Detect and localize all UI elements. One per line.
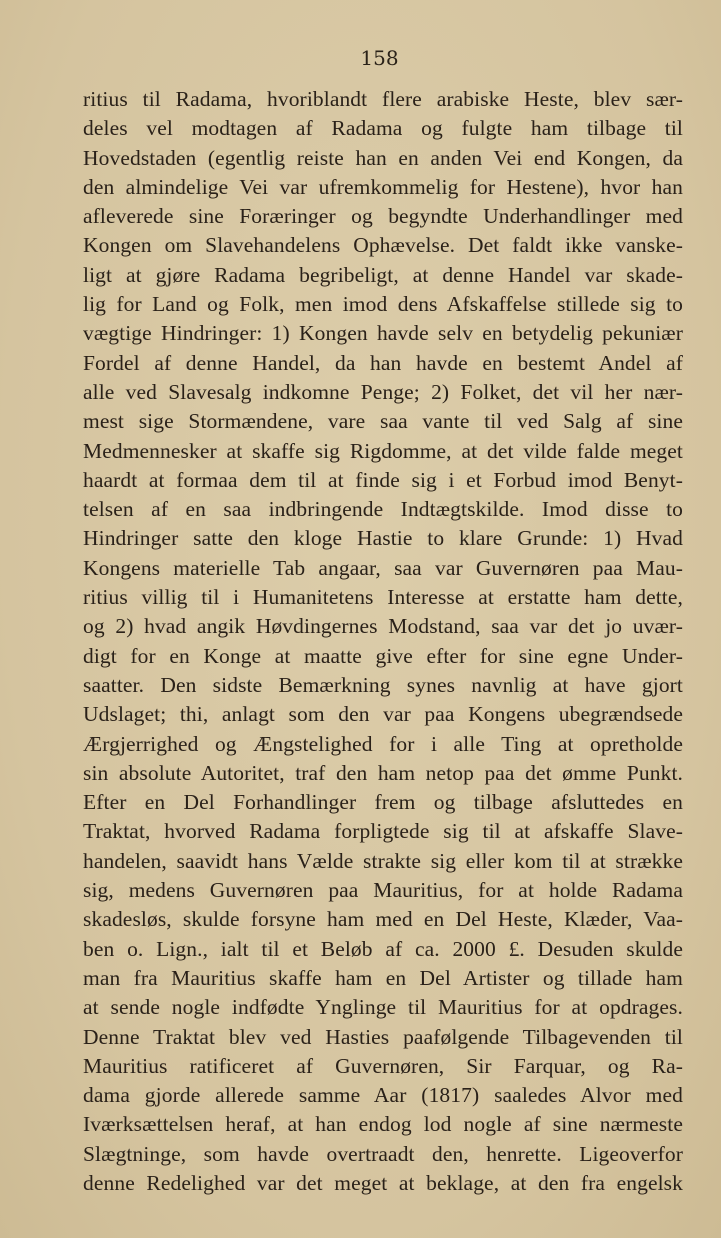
text-line: Denne Traktat blev ved Hasties paafølgende Tilbagevenden til	[83, 1024, 683, 1049]
text-line: Udslaget; thi, anlagt som den var paa Kongens ubegrændsede	[83, 702, 683, 727]
text-line: Kongens materielle Tab angaar, saa var Guvernøren paa Mau-	[83, 555, 683, 580]
text-line: handelen, saavidt hans Vælde strakte sig eller kom til at strække	[83, 848, 683, 873]
text-line: Efter en Del Forhandlinger frem og tilbage afsluttedes en	[83, 790, 683, 815]
text-line: man fra Mauritius skaffe ham en Del Artister og tillade ham	[83, 965, 683, 990]
text-line: afleverede sine Foræringer og begyndte Underhandlinger med	[83, 204, 683, 229]
text-line: Traktat, hvorved Radama forpligtede sig til at afskaffe Slave-	[83, 819, 683, 844]
text-line: Slægtninge, som havde overtraadt den, henrette. Ligeoverfor	[83, 1141, 683, 1166]
body-text	[83, 85, 683, 1198]
text-line: ben o. Lign., ialt til et Beløb af ca. 2000 £. Desuden skulde	[83, 936, 683, 961]
text-line: mest sige Stormændene, vare saa vante til ved Salg af sine	[83, 409, 683, 434]
text-line: haardt at formaa dem til at finde sig i et Forbud imod Benyt-	[83, 467, 683, 492]
page-number: 158	[360, 46, 399, 70]
text-line: Hovedstaden (egentlig reiste han en anden Vei end Kongen, da	[83, 145, 683, 170]
text-line: Iværksættelsen heraf, at han endog lod nogle af sine nærmeste	[83, 1112, 683, 1137]
text-line: deles vel modtagen af Radama og fulgte ham tilbage til	[83, 116, 683, 141]
text-line: Medmennesker at skaffe sig Rigdomme, at det vilde falde meget	[83, 438, 683, 463]
text-line: dama gjorde allerede samme Aar (1817) saaledes Alvor med	[83, 1083, 683, 1108]
text-line: sin absolute Autoritet, traf den ham netop paa det ømme Punkt.	[83, 760, 683, 785]
text-line: Mauritius ratificeret af Guvernøren, Sir Farquar, og Ra-	[83, 1053, 683, 1078]
text-line: denne Redelighed var det meget at beklage, at den fra engelsk	[83, 1170, 683, 1195]
text-line: at sende nogle indfødte Ynglinge til Mauritius for at opdrages.	[83, 995, 683, 1020]
text-line: ritius villig til i Humanitetens Interesse at erstatte ham dette,	[83, 585, 683, 610]
text-line: skadesløs, skulde forsyne ham med en Del Heste, Klæder, Vaa-	[83, 907, 683, 932]
text-line: Kongen om Slavehandelens Ophævelse. Det faldt ikke vanske-	[83, 233, 683, 258]
text-line: sig, medens Guvernøren paa Mauritius, for at holde Radama	[83, 878, 683, 903]
text-line: digt for en Konge at maatte give efter for sine egne Under-	[83, 643, 683, 668]
text-line: Ærgjerrighed og Ængstelighed for i alle Ting at opretholde	[83, 731, 683, 756]
text-line: ligt at gjøre Radama begribeligt, at denne Handel var skade-	[83, 262, 683, 287]
text-line: vægtige Hindringer: 1) Kongen havde selv en betydelig pekuniær	[83, 321, 683, 346]
text-line: saatter. Den sidste Bemærkning synes navnlig at have gjort	[83, 672, 683, 697]
text-line: Fordel af denne Handel, da han havde en bestemt Andel af	[83, 350, 683, 375]
text-line: lig for Land og Folk, men imod dens Afskaffelse stillede sig to	[83, 292, 683, 317]
text-line: og 2) hvad angik Høvdingernes Modstand, saa var det jo uvær-	[83, 614, 683, 639]
text-line: ritius til Radama, hvoriblandt flere arabiske Heste, blev sær-	[83, 87, 683, 111]
text-line: Hindringer satte den kloge Hastie to klare Grunde: 1) Hvad	[83, 526, 683, 551]
text-line: telsen af en saa indbringende Indtægtskilde. Imod disse to	[83, 497, 683, 522]
text-line: alle ved Slavesalg indkomne Penge; 2) Folket, det vil her nær-	[83, 379, 683, 404]
text-line: den almindelige Vei var ufremkommelig for Hestene), hvor han	[83, 174, 683, 199]
